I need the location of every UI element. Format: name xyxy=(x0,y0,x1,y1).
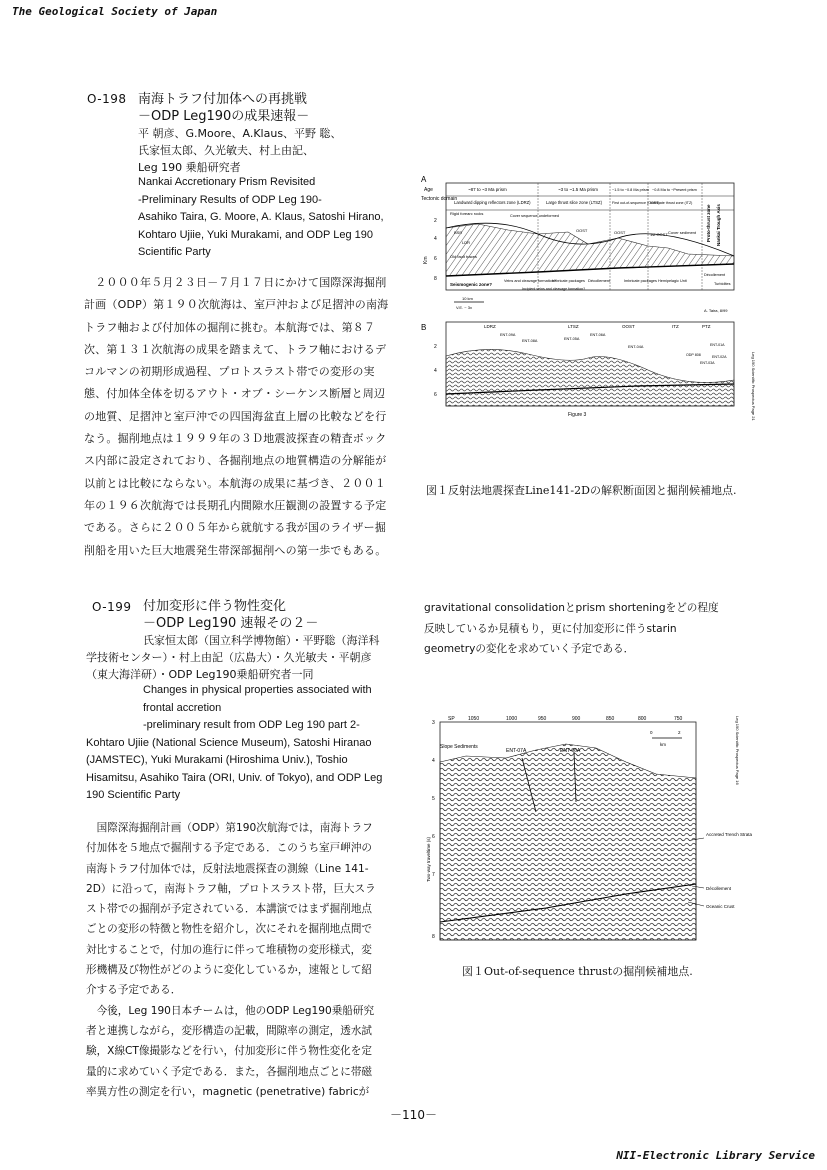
site-b: ENT-09A xyxy=(500,333,516,337)
paper2-english-line: 190 Scientific Party xyxy=(86,789,181,801)
annotation-b: Décollement xyxy=(588,278,611,283)
km-label: Km xyxy=(423,256,429,264)
side-note-2: Leg 190 Scientific Prospectus Page 16 xyxy=(735,716,740,785)
oceanic-crust-label: Oceanic Crust xyxy=(706,904,735,909)
seismic-section-figure xyxy=(418,172,770,478)
paper2-english-line: -preliminary result from ODP Leg 190 part 2- xyxy=(143,719,360,731)
paper2-body-line: 国際深海掘削計画（ODP）第190次航海では，南海トラフ xyxy=(86,822,373,834)
scale-unit: km xyxy=(660,742,666,747)
age-label: Age xyxy=(424,187,433,193)
ve-label: V.E. ~ 3x xyxy=(456,305,472,310)
paper2-body-line: 者と連携しながら，変形構造の記載，間隙率の測定，透水試 xyxy=(86,1024,373,1037)
paper1-body-line: 年の１９６次航海では長期孔内間隙水圧観測の設置する予定 xyxy=(84,498,387,512)
paper2-title-line: 付加変形に伴う物性変化 xyxy=(143,599,287,614)
annotation-b: Turbidites xyxy=(714,282,731,286)
paper1-author-line: 氏家恒太郎、久光敏夫、村上由記、 xyxy=(138,144,314,157)
paper2-body-line: 南海トラフ付加体では，反射法地震探査の測線（Line 141- xyxy=(86,862,369,875)
ytick-b: 6 xyxy=(434,392,437,398)
paper2-right-line: geometryの変化を求めていく予定である． xyxy=(424,643,635,655)
seismic-profile-b xyxy=(446,349,734,406)
paper2-author-line: 学技術センター）・村上由記（広島大）・久光敏夫・平朝彦 xyxy=(86,651,372,664)
annotation-b: Imbricate packages xyxy=(624,279,657,283)
paper1-title-line: －ODP Leg190の成果速報－ xyxy=(138,109,310,124)
paper2-figure xyxy=(426,712,778,958)
paper2-english-line: frontal accretion xyxy=(143,701,222,714)
site-b: ENT-05A xyxy=(564,337,580,341)
annotation-a: Rigid forearc rocks xyxy=(450,211,484,216)
annotation-a: Cover sediment xyxy=(668,230,697,235)
paper1-english-line: Kohtaro Ujiie, Yuki Murakami, and ODP Leg 190 xyxy=(138,228,374,241)
annotation-a: OOST xyxy=(614,230,626,235)
ytick-b: 4 xyxy=(434,368,437,374)
ytick-2: 4 xyxy=(432,758,435,764)
paper2-body-line: 験，X線CT像撮影などを行い，付加変形に伴う物性変化を定 xyxy=(86,1045,372,1058)
paper2-body-line: 2D）に沿って，南海トラフ軸，プロトスラスト帯，巨大スラ xyxy=(86,882,376,895)
ytick-2: 3 xyxy=(432,720,435,726)
age-3: ~1.5 to ~0.8 Ma prism xyxy=(612,188,649,192)
domain-1: Landward dipping reflectors zone (LDRZ) xyxy=(454,200,531,205)
paper2-right-line: gravitational consolidationとprism shorteningをどの程度 xyxy=(424,602,719,614)
paper1-english xyxy=(138,174,384,262)
site-b: ENT-04A xyxy=(628,345,644,349)
paper2-author-line: （東大海洋研）・ODP Leg190乗船研究者一同 xyxy=(86,668,314,681)
paper2-right-text xyxy=(424,598,719,660)
paper2-body xyxy=(86,818,376,1102)
seismic-data xyxy=(440,744,696,940)
ytick-2: 6 xyxy=(432,834,435,840)
y-axis-label: Two-way traveltime (s) xyxy=(426,836,431,882)
paper2-english-line: Kohtaro Ujiie (National Science Museum), Satoshi Hiranao xyxy=(86,736,372,749)
zone-b: PTZ xyxy=(702,324,711,329)
paper1-body-line: 以前とは比較にならない。本航海の成果に基づき、２００１ xyxy=(84,476,386,490)
society-header: The Geological Society of Japan xyxy=(12,5,218,18)
site-b: ENT-01A xyxy=(710,343,725,347)
zone-b: LTSZ xyxy=(568,324,579,329)
paper2-right-line: 反映しているか見積もり，更に付加変形に伴うstarin xyxy=(424,622,677,635)
paper1-body-line: の地質、足摺沖と室戸沖での四国海盆直上層の比較などを行 xyxy=(84,409,387,423)
ytick-a: 8 xyxy=(434,276,437,282)
paper2-english-line: Hisamitsu, Asahiko Taira (ORI, Univ. of Tokyo), and ODP Leg xyxy=(86,771,383,784)
paper2-authors xyxy=(86,632,380,683)
zone-b: LDRZ xyxy=(484,324,496,329)
paper1-body-line: コルマンの初期形成過程、プロトスラスト帯での変形の実 xyxy=(84,365,375,379)
paper1-body-line: である。さらに２００５年から就航する我が国のライザー掘 xyxy=(84,521,387,535)
sp-value: 950 xyxy=(538,716,547,722)
slope-sediments-label: Slope Sediments xyxy=(440,744,478,750)
panel-a-label: A xyxy=(421,175,427,184)
domain-3: First out-of-sequence (OOST) xyxy=(612,201,660,205)
paper2-body-line: 対比することで，付加の進行に伴って堆積物の変形様式，変 xyxy=(86,943,372,956)
domain-2: Large thrust slice zone (LTSZ) xyxy=(546,200,603,205)
paper1-english-line: -Preliminary Results of ODP Leg 190- xyxy=(138,193,322,206)
ytick-2: 5 xyxy=(432,796,435,802)
age-1: ~87 to ~3 Ma prism xyxy=(468,187,507,192)
paper1-body-line: 削船を用いた巨大地震発生帯深部掘削への第一歩でもある。 xyxy=(84,543,387,557)
annotation-a: Cover sequence undeformed xyxy=(510,214,559,218)
annotation-b: Hemipelagic Unit xyxy=(658,279,687,283)
annotation-a: OOST xyxy=(576,228,588,233)
paper2-body-line: 率異方性の測定を行い，magnetic (penetrative) fabricが xyxy=(86,1085,370,1098)
scale-two: 2 xyxy=(678,730,681,735)
paper1-authors xyxy=(138,125,342,176)
footer-service: NII-Electronic Library Service xyxy=(616,1149,815,1162)
paper1-english-line: Nankai Accretionary Prism Revisited xyxy=(138,176,316,188)
paper2-body-line: 付加体を５地点で掘削する予定である．このうち室戸岬沖の xyxy=(86,842,373,855)
site-b: ENT-06A xyxy=(590,333,606,337)
site-b: ENT-02A xyxy=(712,355,727,359)
annotation-a: LDR xyxy=(462,240,471,245)
paper1-body-line: 次、第１３１次航海の成果を踏まえて、トラフ軸におけるデ xyxy=(84,342,387,356)
annotation-b: Seismogenic zone? xyxy=(450,282,493,287)
age-2: ~3 to ~1.5 Ma prism xyxy=(558,187,599,192)
ytick-a: 2 xyxy=(434,218,437,224)
paper1-english-line: Asahiko Taira, G. Moore, A. Klaus, Satoshi Hirano, xyxy=(138,211,384,223)
scale-label: 10 km xyxy=(462,296,473,301)
credit-label: A. Taira, 8/99 xyxy=(704,308,728,313)
paper2-english xyxy=(86,682,382,805)
figure-3-label: Figure 3 xyxy=(568,412,587,418)
paper2-id: O-199 xyxy=(92,600,132,614)
annotation-b: Imbricate packages xyxy=(552,279,585,283)
annotation-b: Incipient veins and cleavage formation? xyxy=(522,287,586,291)
paper2-english-line: Changes in physical properties associated with xyxy=(143,684,372,696)
side-note: Leg 190 Scientific Prospectus Page 21 xyxy=(751,352,756,421)
paper1-title-line: 南海トラフ付加体への再挑戦 xyxy=(138,92,308,107)
annotation-a: Old fault traces xyxy=(450,254,477,259)
annotation-a: BSR xyxy=(454,230,463,235)
sp-value: 900 xyxy=(572,716,581,722)
accreted-strata-label: Accreted Trench Strata xyxy=(706,832,753,837)
site-b: ODP 808 xyxy=(686,353,701,357)
paper2-body-line: 形機構及び物性がどのように変化しているか，速報として紹 xyxy=(86,964,373,977)
paper1-body-line: ２０００年５月２３日－７月１７日にかけて国際深海掘削 xyxy=(84,276,387,289)
tectonic-label: Tectonic domain xyxy=(421,196,458,202)
scale-zero: 0 xyxy=(650,730,653,735)
oost-seismic-figure xyxy=(426,712,778,958)
paper1-body-line: なう。掘削地点は１９９９年の３Ｄ地震波探査の精査ボック xyxy=(84,432,387,446)
ent-07a-label: ENT-07A xyxy=(506,748,527,754)
ytick-a: 4 xyxy=(434,236,437,242)
age-4: ~0.8 Ma to ~Present prism xyxy=(652,188,697,192)
paper2-body-line: ごとの変形の特徴と物性を紹介し，次にそれを掘削地点間で xyxy=(86,923,373,936)
sp-label: SP xyxy=(448,716,455,722)
sp-value: 800 xyxy=(638,716,647,722)
paper1-figure-caption: 図１反射法地震探査Line141-2Dの解釈断面図と掘削候補地点. xyxy=(426,484,737,497)
sp-value: 750 xyxy=(674,716,683,722)
paper2-title-line: －ODP Leg190 速報その２－ xyxy=(143,616,319,631)
paper1-english-line: Scientific Party xyxy=(138,246,211,258)
paper1-title xyxy=(138,91,309,125)
paper1-author-line: Leg 190 乗船研究者 xyxy=(138,161,241,174)
ytick-2: 7 xyxy=(432,872,435,878)
sp-value: 1050 xyxy=(468,716,480,722)
zone-b: ITZ xyxy=(672,324,679,329)
annotation-b: Veins and cleavage formation? xyxy=(504,279,556,283)
panel-b-label: B xyxy=(421,323,427,332)
paper2-english-line: (JAMSTEC), Yuki Murakami (Hiroshima Univ.), Toshio xyxy=(86,754,348,766)
annotation-b: Décollement xyxy=(704,273,726,277)
paper2-author-line: 氏家恒太郎（国立科学博物館）・平野聡（海洋科 xyxy=(143,634,380,647)
ent-06a-label: ENT-06A xyxy=(560,748,581,754)
paper1-body xyxy=(84,272,388,562)
trough-axis-label: Nankai Trough Axis xyxy=(716,204,721,246)
paper1-author-line: 平 朝彦、G.Moore、A.Klaus、平野 聡、 xyxy=(138,127,342,140)
ytick-b: 2 xyxy=(434,344,437,350)
paper1-body-line: 計画（ODP）第１９０次航海は、室戸沖および足摺沖の南海 xyxy=(84,298,389,312)
zone-b: OOST xyxy=(622,324,635,329)
paper1-body-line: ス内部に設定されており、各掘削地点の地質構造の分解能が xyxy=(84,454,387,468)
paper2-figure-caption: 図１Out-of-sequence thrustの掘削候補地点. xyxy=(462,965,693,978)
paper1-id: O-198 xyxy=(87,92,127,106)
ytick-a: 6 xyxy=(434,256,437,262)
paper2-title xyxy=(143,598,318,632)
paper2-body-line: 今後，Leg 190日本チームは，他のODP Leg190乗船研究 xyxy=(86,1004,375,1017)
page-number: －110－ xyxy=(390,1108,437,1122)
ytick-2: 8 xyxy=(432,934,435,940)
sp-value: 1000 xyxy=(506,716,518,722)
paper2-body-line: 介する予定である． xyxy=(86,984,182,997)
decollement-label: Décollement xyxy=(706,886,732,891)
paper2-body-line: 量的に求めていく予定である．また，各掘削地点ごとに帯磁 xyxy=(86,1065,373,1078)
paper1-body-line: トラフ軸および付加体の掘削に挑む。本航海では、第８７ xyxy=(84,320,376,334)
paper1-body-line: 態、付加体全体を切るアウト・オブ・シーケンス断層と周辺 xyxy=(84,387,386,401)
paper2-body-line: スト帯での掘削が予定されている．本講演ではまず掘削地点 xyxy=(86,903,373,916)
site-b: ENT-03A xyxy=(700,361,715,365)
sp-value: 850 xyxy=(606,716,615,722)
domain-4: Imbricate thrust zone (ITZ) xyxy=(650,201,693,205)
proto-thrust-label: Proto-thrust zone xyxy=(706,204,711,242)
annotation-a: 1st OOST xyxy=(650,232,668,237)
site-b: ENT-08A xyxy=(522,339,538,343)
paper1-figure xyxy=(418,172,770,478)
